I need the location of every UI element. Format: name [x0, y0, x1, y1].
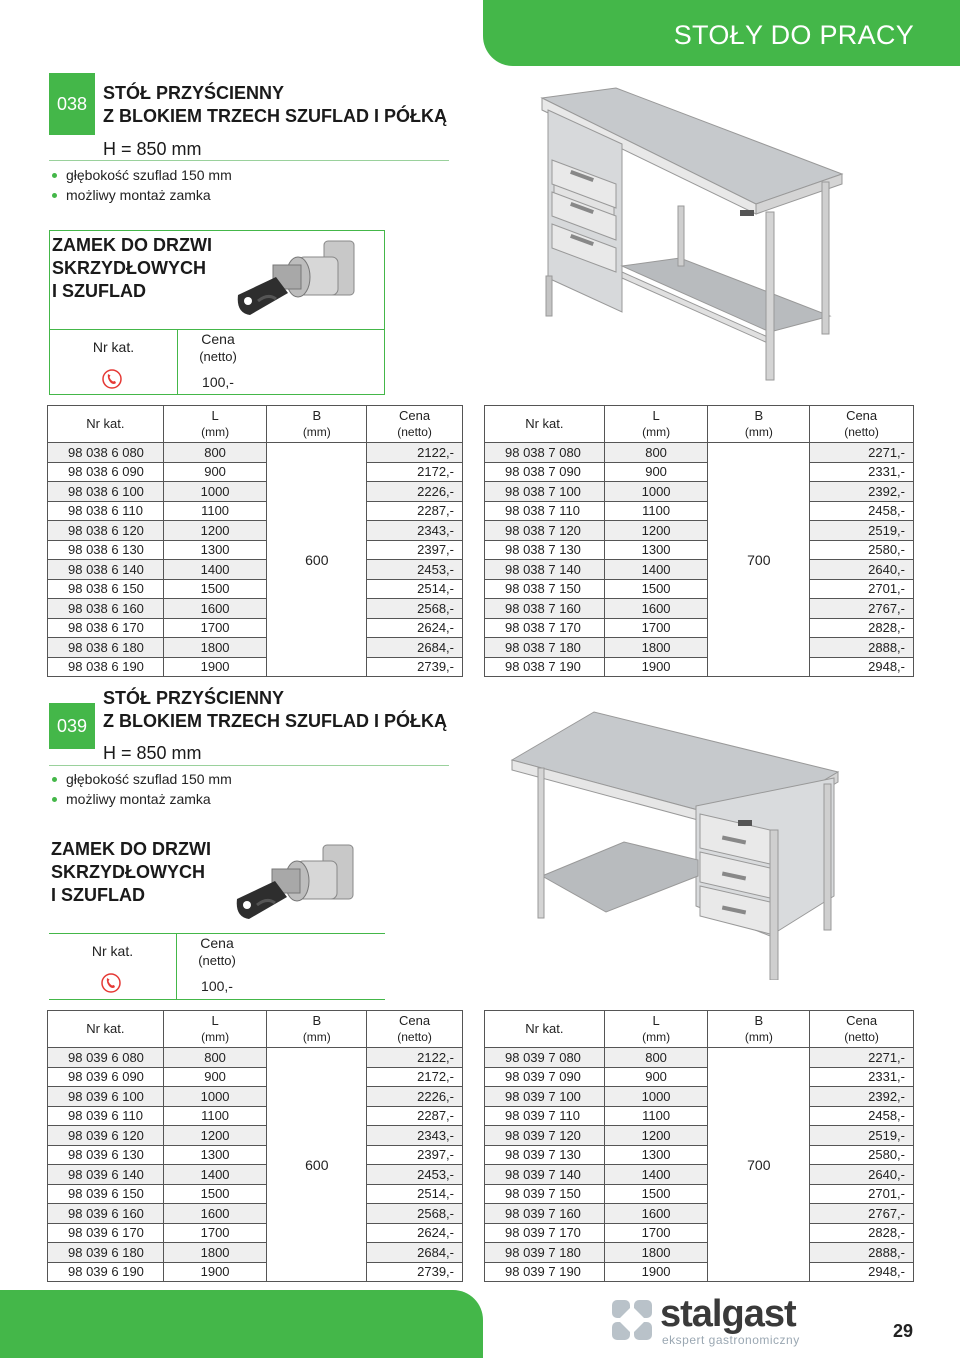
cell-price: 2397,- — [367, 1145, 463, 1165]
cell-catalog-number: 98 038 7 180 — [485, 638, 605, 658]
cell-price: 2624,- — [367, 1223, 463, 1243]
feature-item: głębokość szuflad 150 mm — [52, 769, 232, 789]
product-image-039 — [508, 700, 848, 980]
cell-length: 1000 — [163, 1087, 267, 1107]
lock-price: 100,- — [202, 374, 234, 390]
table-header-row — [485, 406, 914, 443]
cell-price: 2580,- — [810, 540, 914, 560]
cell-catalog-number: 98 038 7 190 — [485, 657, 605, 677]
cell-price: 2331,- — [810, 1067, 914, 1087]
cell-length: 1700 — [163, 618, 267, 638]
cell-catalog-number: 98 039 7 150 — [485, 1184, 605, 1204]
price-table — [47, 405, 463, 677]
table-row — [485, 1145, 914, 1165]
cell-length: 800 — [604, 1048, 708, 1068]
col-header-l: L (mm) — [604, 1011, 708, 1048]
cell-price: 2580,- — [810, 1145, 914, 1165]
cell-price: 2392,- — [810, 1087, 914, 1107]
cell-price: 2271,- — [810, 443, 914, 463]
table-row — [485, 579, 914, 599]
cell-price: 2392,- — [810, 482, 914, 502]
cell-price: 2519,- — [810, 521, 914, 541]
table-row — [485, 1204, 914, 1224]
col-header-cena: Cena (netto) — [810, 406, 914, 443]
phone-icon — [102, 369, 122, 389]
table-row — [485, 560, 914, 580]
table-row — [485, 599, 914, 619]
cell-price: 2828,- — [810, 1223, 914, 1243]
cell-length: 900 — [604, 462, 708, 482]
lock-image — [227, 839, 377, 931]
cell-catalog-number: 98 039 7 090 — [485, 1067, 605, 1087]
cell-catalog-number: 98 038 6 160 — [48, 599, 164, 619]
cell-length: 1300 — [163, 540, 267, 560]
table-row — [485, 540, 914, 560]
table-row — [48, 462, 463, 482]
table-row — [485, 1184, 914, 1204]
feature-list — [52, 769, 232, 809]
lock-option-box — [49, 230, 385, 395]
divider — [49, 765, 449, 766]
page-number: 29 — [893, 1321, 914, 1341]
col-header-l: L (mm) — [163, 406, 267, 443]
cell-length: 1400 — [163, 560, 267, 580]
cell-catalog-number: 98 039 6 130 — [48, 1145, 164, 1165]
table-row — [48, 579, 463, 599]
feature-list — [52, 165, 232, 205]
cell-length: 1200 — [604, 521, 708, 541]
stalgast-logo-icon — [610, 1298, 656, 1344]
cell-length: 1400 — [604, 1165, 708, 1185]
table-row — [48, 599, 463, 619]
cell-price: 2640,- — [810, 560, 914, 580]
cell-depth: 600 — [267, 443, 367, 677]
table-row — [48, 638, 463, 658]
cell-price: 2122,- — [367, 1048, 463, 1068]
cell-price: 2453,- — [367, 1165, 463, 1185]
cell-length: 1700 — [604, 618, 708, 638]
lock-divider — [49, 933, 385, 934]
table-row — [485, 443, 914, 463]
feature-item: możliwy montaż zamka — [52, 185, 232, 205]
col-header-nr: Nr kat. — [48, 406, 164, 443]
cell-catalog-number: 98 038 6 140 — [48, 560, 164, 580]
cell-catalog-number: 98 038 6 130 — [48, 540, 164, 560]
cell-price: 2514,- — [367, 579, 463, 599]
table-row — [485, 657, 914, 677]
cell-length: 900 — [163, 462, 267, 482]
cell-price: 2458,- — [810, 1106, 914, 1126]
price-table — [484, 405, 914, 677]
col-header-cena: Cena (netto) — [810, 1011, 914, 1048]
cell-catalog-number: 98 038 6 170 — [48, 618, 164, 638]
section-title: STÓŁ PRZYŚCIENNY Z BLOKIEM TRZECH SZUFLAD I PÓŁKĄ — [103, 688, 447, 731]
table-row — [48, 540, 463, 560]
cell-catalog-number: 98 039 6 170 — [48, 1223, 164, 1243]
table-row — [485, 1048, 914, 1068]
col-header-nr: Nr kat. — [48, 1011, 164, 1048]
cell-catalog-number: 98 038 7 080 — [485, 443, 605, 463]
table-header-row — [485, 1011, 914, 1048]
cell-price: 2519,- — [810, 1126, 914, 1146]
cell-price: 2948,- — [810, 657, 914, 677]
table-row — [485, 1067, 914, 1087]
cell-length: 1500 — [604, 1184, 708, 1204]
cell-price: 2172,- — [367, 1067, 463, 1087]
cell-length: 1700 — [604, 1223, 708, 1243]
cell-length: 800 — [163, 443, 267, 463]
cell-length: 1900 — [604, 657, 708, 677]
table-row — [485, 638, 914, 658]
cell-catalog-number: 98 038 6 190 — [48, 657, 164, 677]
table-row — [485, 462, 914, 482]
cell-price: 2888,- — [810, 638, 914, 658]
table-row — [48, 1067, 463, 1087]
cell-length: 1300 — [604, 540, 708, 560]
cell-price: 2343,- — [367, 1126, 463, 1146]
col-header-l: L (mm) — [163, 1011, 267, 1048]
cell-length: 1200 — [604, 1126, 708, 1146]
cell-length: 1100 — [604, 1106, 708, 1126]
cell-catalog-number: 98 039 6 160 — [48, 1204, 164, 1224]
col-header-cena: Cena (netto) — [367, 406, 463, 443]
section-height: H = 850 mm — [103, 743, 202, 763]
table-row — [485, 482, 914, 502]
cell-price: 2739,- — [367, 657, 463, 677]
cell-length: 800 — [604, 443, 708, 463]
lock-image — [228, 235, 378, 327]
cell-length: 1500 — [163, 1184, 267, 1204]
table-header-row — [48, 406, 463, 443]
cell-price: 2888,- — [810, 1243, 914, 1263]
cell-price: 2684,- — [367, 638, 463, 658]
cell-price: 2684,- — [367, 1243, 463, 1263]
cell-catalog-number: 98 039 7 140 — [485, 1165, 605, 1185]
cell-catalog-number: 98 038 7 110 — [485, 501, 605, 521]
cell-length: 1800 — [604, 1243, 708, 1263]
cell-price: 2343,- — [367, 521, 463, 541]
cell-price: 2640,- — [810, 1165, 914, 1185]
cell-catalog-number: 98 038 6 100 — [48, 482, 164, 502]
table-body — [48, 443, 463, 677]
cell-length: 1400 — [163, 1165, 267, 1185]
table-row — [48, 1262, 463, 1282]
lock-option-box — [49, 835, 385, 1000]
brand-name: stalgast — [660, 1293, 796, 1335]
cell-length: 1000 — [163, 482, 267, 502]
table-row — [485, 1087, 914, 1107]
table-row — [48, 443, 463, 463]
table-row — [48, 501, 463, 521]
table-row — [48, 1048, 463, 1068]
cell-catalog-number: 98 039 7 190 — [485, 1262, 605, 1282]
col-header-nr: Nr kat. — [485, 406, 605, 443]
cell-catalog-number: 98 039 7 100 — [485, 1087, 605, 1107]
cell-price: 2287,- — [367, 1106, 463, 1126]
cell-length: 1900 — [163, 1262, 267, 1282]
lock-divider — [50, 329, 384, 330]
table-row — [48, 1204, 463, 1224]
cell-catalog-number: 98 039 7 110 — [485, 1106, 605, 1126]
cell-length: 1600 — [163, 599, 267, 619]
cell-price: 2948,- — [810, 1262, 914, 1282]
table-row — [48, 482, 463, 502]
table-header-row — [48, 1011, 463, 1048]
col-header-b: B (mm) — [708, 1011, 810, 1048]
cell-price: 2397,- — [367, 540, 463, 560]
cell-catalog-number: 98 039 6 100 — [48, 1087, 164, 1107]
col-header-b: B (mm) — [708, 406, 810, 443]
section-number: 039 — [49, 703, 95, 749]
cell-price: 2226,- — [367, 1087, 463, 1107]
table-body — [48, 1048, 463, 1282]
table-row — [48, 1126, 463, 1146]
cell-length: 1000 — [604, 1087, 708, 1107]
cell-price: 2453,- — [367, 560, 463, 580]
table-row — [485, 521, 914, 541]
cell-price: 2701,- — [810, 579, 914, 599]
cell-catalog-number: 98 038 6 150 — [48, 579, 164, 599]
cell-length: 1900 — [604, 1262, 708, 1282]
feature-item: głębokość szuflad 150 mm — [52, 165, 232, 185]
col-header-b: B (mm) — [267, 406, 367, 443]
lock-cena-header: Cena (netto) — [199, 331, 237, 364]
cell-length: 1500 — [604, 579, 708, 599]
cell-price: 2226,- — [367, 482, 463, 502]
cell-catalog-number: 98 038 6 120 — [48, 521, 164, 541]
cell-length: 1400 — [604, 560, 708, 580]
header-banner — [483, 0, 960, 66]
col-header-l: L (mm) — [604, 406, 708, 443]
cell-price: 2514,- — [367, 1184, 463, 1204]
table-row — [48, 1145, 463, 1165]
table-row — [485, 1243, 914, 1263]
section-height: H = 850 mm — [103, 139, 202, 159]
table-row — [485, 1223, 914, 1243]
lock-cena-header: Cena (netto) — [198, 935, 236, 968]
cell-catalog-number: 98 039 7 160 — [485, 1204, 605, 1224]
cell-price: 2767,- — [810, 599, 914, 619]
cell-catalog-number: 98 039 7 130 — [485, 1145, 605, 1165]
cell-price: 2287,- — [367, 501, 463, 521]
cell-length: 1300 — [163, 1145, 267, 1165]
cell-catalog-number: 98 039 6 080 — [48, 1048, 164, 1068]
table-row — [48, 618, 463, 638]
table-body — [485, 1048, 914, 1282]
cell-price: 2458,- — [810, 501, 914, 521]
table-row — [48, 657, 463, 677]
cell-depth: 700 — [708, 1048, 810, 1282]
section-number: 038 — [49, 73, 95, 135]
cell-price: 2568,- — [367, 599, 463, 619]
table-row — [48, 560, 463, 580]
cell-catalog-number: 98 039 7 170 — [485, 1223, 605, 1243]
cell-length: 1600 — [604, 1204, 708, 1224]
table-row — [485, 1126, 914, 1146]
cell-length: 1900 — [163, 657, 267, 677]
table-row — [48, 1184, 463, 1204]
cell-length: 1800 — [163, 1243, 267, 1263]
product-image-038 — [530, 86, 850, 391]
cell-length: 1200 — [163, 1126, 267, 1146]
cell-price: 2701,- — [810, 1184, 914, 1204]
cell-price: 2568,- — [367, 1204, 463, 1224]
cell-price: 2172,- — [367, 462, 463, 482]
cell-length: 1200 — [163, 521, 267, 541]
table-body — [485, 443, 914, 677]
cell-length: 1800 — [163, 638, 267, 658]
cell-depth: 700 — [708, 443, 810, 677]
cell-catalog-number: 98 038 6 110 — [48, 501, 164, 521]
cell-catalog-number: 98 038 7 120 — [485, 521, 605, 541]
table-row — [485, 501, 914, 521]
cell-catalog-number: 98 038 7 100 — [485, 482, 605, 502]
table-row — [485, 1262, 914, 1282]
cell-price: 2828,- — [810, 618, 914, 638]
page-title: STOŁY DO PRACY — [673, 20, 914, 50]
lock-price: 100,- — [201, 978, 233, 994]
divider — [49, 160, 449, 161]
lock-nrkat-header: Nr kat. — [91, 943, 134, 959]
col-header-b: B (mm) — [267, 1011, 367, 1048]
cell-catalog-number: 98 038 6 090 — [48, 462, 164, 482]
cell-catalog-number: 98 039 6 140 — [48, 1165, 164, 1185]
table-row — [48, 1223, 463, 1243]
cell-length: 1700 — [163, 1223, 267, 1243]
cell-catalog-number: 98 039 6 090 — [48, 1067, 164, 1087]
cell-catalog-number: 98 039 6 150 — [48, 1184, 164, 1204]
cell-catalog-number: 98 038 7 090 — [485, 462, 605, 482]
cell-catalog-number: 98 039 6 190 — [48, 1262, 164, 1282]
cell-length: 1300 — [604, 1145, 708, 1165]
table-row — [48, 1087, 463, 1107]
cell-length: 1000 — [604, 482, 708, 502]
cell-catalog-number: 98 039 7 080 — [485, 1048, 605, 1068]
cell-length: 900 — [163, 1067, 267, 1087]
brand-tagline: ekspert gastronomiczny — [662, 1333, 800, 1347]
table-row — [48, 521, 463, 541]
cell-length: 1500 — [163, 579, 267, 599]
col-header-nr: Nr kat. — [485, 1011, 605, 1048]
cell-length: 1100 — [163, 1106, 267, 1126]
cell-catalog-number: 98 039 7 180 — [485, 1243, 605, 1263]
phone-icon — [101, 973, 121, 993]
table-row — [48, 1243, 463, 1263]
cell-price: 2271,- — [810, 1048, 914, 1068]
cell-price: 2331,- — [810, 462, 914, 482]
cell-catalog-number: 98 039 6 180 — [48, 1243, 164, 1263]
cell-catalog-number: 98 038 6 180 — [48, 638, 164, 658]
table-row — [485, 1106, 914, 1126]
cell-price: 2122,- — [367, 443, 463, 463]
feature-item: możliwy montaż zamka — [52, 789, 232, 809]
cell-length: 1100 — [163, 501, 267, 521]
cell-catalog-number: 98 038 7 170 — [485, 618, 605, 638]
lock-title: ZAMEK DO DRZWI SKRZYDŁOWYCH I SZUFLAD — [52, 235, 212, 301]
cell-length: 900 — [604, 1067, 708, 1087]
table-row — [485, 618, 914, 638]
cell-length: 1600 — [163, 1204, 267, 1224]
cell-length: 1600 — [604, 599, 708, 619]
cell-catalog-number: 98 039 7 120 — [485, 1126, 605, 1146]
cell-catalog-number: 98 038 7 130 — [485, 540, 605, 560]
cell-catalog-number: 98 038 7 150 — [485, 579, 605, 599]
cell-price: 2739,- — [367, 1262, 463, 1282]
table-row — [48, 1165, 463, 1185]
price-table — [47, 1010, 463, 1282]
cell-catalog-number: 98 038 7 140 — [485, 560, 605, 580]
cell-length: 1800 — [604, 638, 708, 658]
cell-catalog-number: 98 038 7 160 — [485, 599, 605, 619]
table-row — [485, 1165, 914, 1185]
cell-catalog-number: 98 038 6 080 — [48, 443, 164, 463]
cell-catalog-number: 98 039 6 120 — [48, 1126, 164, 1146]
cell-price: 2767,- — [810, 1204, 914, 1224]
table-row — [48, 1106, 463, 1126]
cell-length: 1100 — [604, 501, 708, 521]
lock-nrkat-header: Nr kat. — [92, 339, 135, 355]
col-header-cena: Cena (netto) — [367, 1011, 463, 1048]
cell-price: 2624,- — [367, 618, 463, 638]
lock-title: ZAMEK DO DRZWI SKRZYDŁOWYCH I SZUFLAD — [51, 839, 211, 905]
section-title: STÓŁ PRZYŚCIENNY Z BLOKIEM TRZECH SZUFLAD I PÓŁKĄ — [103, 83, 447, 126]
cell-depth: 600 — [267, 1048, 367, 1282]
cell-catalog-number: 98 039 6 110 — [48, 1106, 164, 1126]
footer-bar — [0, 1290, 483, 1358]
price-table — [484, 1010, 914, 1282]
cell-length: 800 — [163, 1048, 267, 1068]
